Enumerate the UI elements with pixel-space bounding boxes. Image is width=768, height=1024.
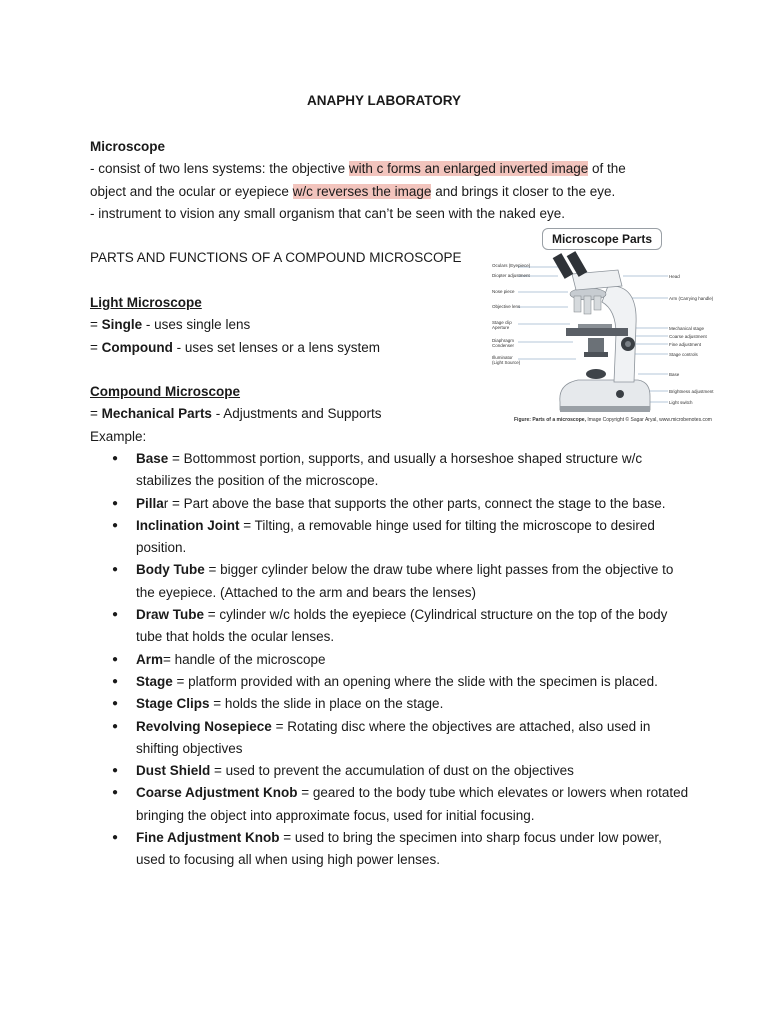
- figure-label: Base: [669, 372, 680, 377]
- definition-text: of the: [588, 161, 626, 176]
- list-item: [90, 649, 690, 671]
- list-item: [90, 604, 690, 649]
- term: Mechanical Parts: [101, 406, 212, 421]
- figure-label: Diopter adjustment: [492, 273, 530, 278]
- part-description: = holds the slide in place on the stage.: [209, 696, 444, 712]
- term-description: - Adjustments and Supports: [211, 406, 382, 421]
- definition-line-1: [90, 160, 626, 178]
- caption-rest: Image Copyright © Sagar Aryal, www.microbenotes.com: [585, 417, 712, 423]
- definition-line-3: - instrument to vision any small organism that can’t be seen with the naked eye.: [90, 206, 565, 221]
- list-item: [90, 827, 690, 872]
- figure-caption: [514, 417, 712, 423]
- figure-label: (Light Source): [492, 360, 521, 365]
- figure-label: Oculars (Eyepiece): [492, 263, 531, 268]
- list-item: [90, 493, 690, 515]
- figure-label: Illuminator: [492, 355, 513, 360]
- part-description: = handle of the microscope: [163, 651, 326, 667]
- definition-text: and brings it closer to the eye.: [431, 184, 616, 199]
- part-description: = geared to the body tube which elevates or lowers when rotated bringing the object into approximate focus, used for initial focusing.: [136, 785, 689, 823]
- part-name: Fine Adjustment Knob: [136, 830, 280, 846]
- part-name: Base: [136, 451, 169, 466]
- part-name: Dust Shield: [136, 763, 211, 779]
- term-description: - uses set lenses or a lens system: [172, 340, 380, 355]
- figure-label: Fine adjustment: [669, 342, 702, 347]
- example-label: Example:: [90, 429, 147, 444]
- part-description: = used to prevent the accumulation of dust on the objectives: [210, 763, 574, 779]
- part-name: Body Tube: [136, 562, 205, 578]
- highlighted-text: with c forms an enlarged inverted image: [348, 161, 589, 176]
- mechanical-parts-line: [90, 405, 382, 423]
- part-description: = used to bring the specimen into sharp focus under low power, used to focusing all when using high power lenses.: [136, 830, 662, 868]
- list-item: [90, 515, 690, 560]
- single-line: [90, 316, 250, 334]
- figure-label: Stage clip: [492, 320, 512, 325]
- part-description: = Bottommost portion, supports, and usually a horseshoe shaped structure w/c stabilizes the position of the microscope.: [136, 451, 643, 489]
- figure-title: Microscope Parts: [542, 228, 662, 250]
- highlighted-text: w/c reverses the image: [292, 184, 432, 199]
- figure-label: Condenser: [492, 343, 515, 348]
- figure-label: Aperture: [492, 325, 510, 330]
- list-item: [90, 716, 690, 761]
- list-item: [90, 671, 690, 693]
- compound-microscope-heading: Compound Microscope: [90, 384, 241, 399]
- term: Compound: [101, 340, 173, 355]
- figure-label: Coarse adjustment: [669, 334, 707, 339]
- part-description: = Tilting, a removable hinge used for tilting the microscope to desired position.: [136, 517, 655, 556]
- part-name: Revolving Nosepiece: [136, 718, 272, 734]
- figure-label: Light switch: [669, 400, 693, 405]
- part-name: Arm: [136, 651, 164, 667]
- part-description: = platform provided with an opening where the slide with the specimen is placed.: [172, 673, 658, 689]
- definition-text: - consist of two lens systems: the objective: [90, 161, 349, 176]
- compound-line: [90, 339, 380, 357]
- list-item: [90, 760, 690, 782]
- list-item: [90, 693, 690, 715]
- parts-list: [90, 448, 690, 872]
- line-prefix: =: [90, 406, 102, 421]
- figure-label: Head: [669, 274, 680, 279]
- figure-label: Nose piece: [492, 289, 515, 294]
- list-item: [90, 448, 690, 493]
- part-description: = bigger cylinder below the draw tube where light passes from the objective to the eyepiece. (Attached to the arm and bears the lenses): [136, 562, 674, 600]
- line-prefix: =: [90, 317, 102, 332]
- microscope-heading: Microscope: [90, 139, 166, 154]
- part-name: Draw Tube: [136, 607, 205, 623]
- figure-label: Brightness adjustment: [669, 389, 714, 394]
- term: Single: [101, 317, 143, 332]
- definition-text: object and the ocular or eyepiece: [90, 184, 293, 199]
- figure-label: Diaphragm: [492, 338, 515, 343]
- parts-heading: PARTS AND FUNCTIONS OF A COMPOUND MICROSCOPE: [90, 250, 462, 265]
- part-description: = Rotating disc where the objectives are attached, also used in shifting objectives: [136, 718, 651, 756]
- figure-label: Stage controls: [669, 352, 698, 357]
- figure-label: Mechanical stage: [669, 326, 705, 331]
- part-name: Stage: [136, 673, 173, 689]
- definition-line-2: [90, 183, 615, 201]
- part-name: Inclination Joint: [136, 517, 240, 533]
- microscope-figure: [488, 224, 714, 430]
- figure-label: Objective lens: [492, 304, 521, 309]
- list-item: [90, 782, 690, 827]
- part-name: Stage Clips: [136, 696, 210, 712]
- list-item: [90, 559, 690, 604]
- line-prefix: =: [90, 340, 102, 355]
- part-name: Pilla: [136, 495, 164, 511]
- document-title: ANAPHY LABORATORY: [306, 93, 461, 108]
- light-microscope-heading: Light Microscope: [90, 295, 202, 310]
- term-description: - uses single lens: [142, 317, 251, 332]
- microscope-illustration: [488, 224, 688, 430]
- part-name: Coarse Adjustment Knob: [136, 785, 298, 801]
- part-description: r = Part above the base that supports the other parts, connect the stage to the base.: [163, 495, 666, 511]
- figure-label: Arm (Carrying handle): [669, 296, 714, 301]
- part-description: = cylinder w/c holds the eyepiece (Cylindrical structure on the top of the body tube that holds the ocular lenses.: [136, 607, 668, 645]
- caption-bold: Figure: Parts of a microscope,: [514, 417, 586, 423]
